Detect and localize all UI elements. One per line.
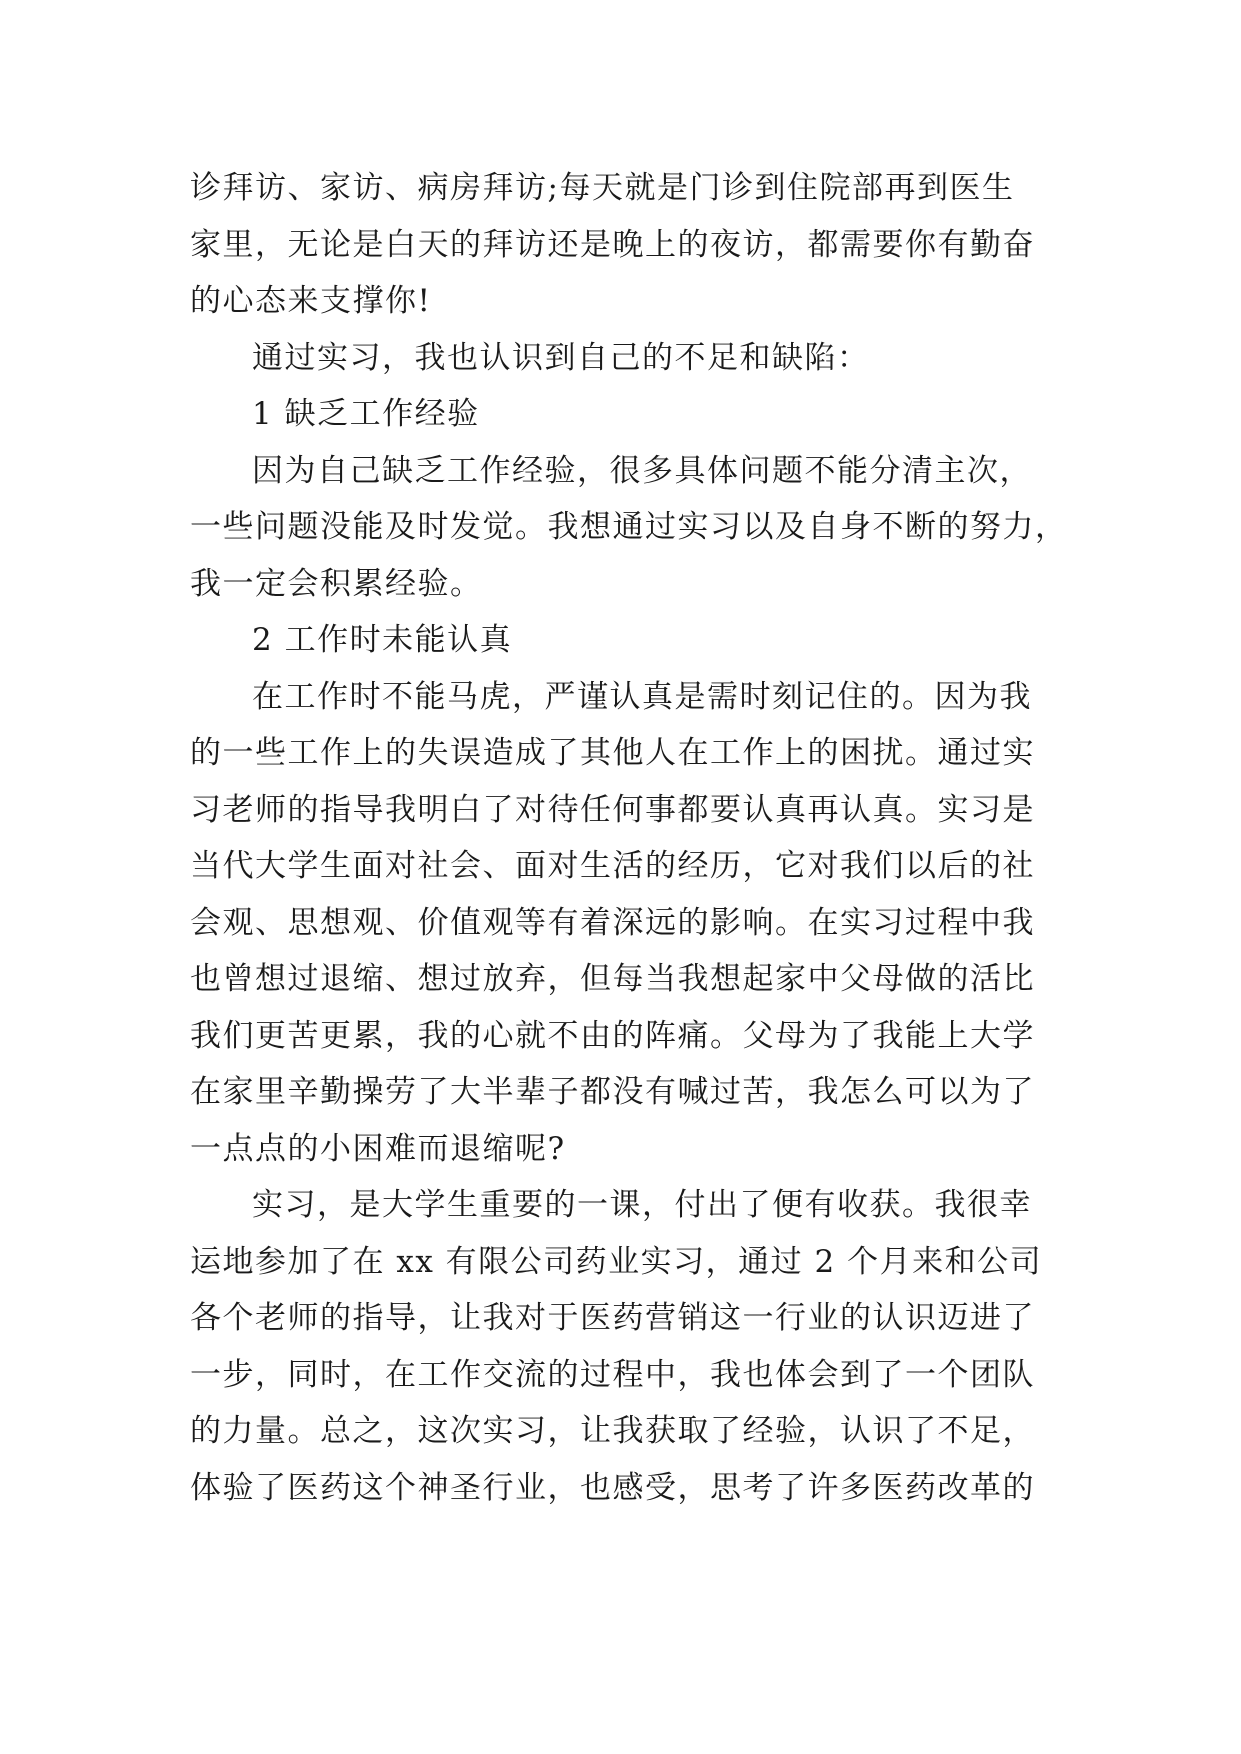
text-line: 家里，无论是白天的拜访还是晚上的夜访，都需要你有勤奋	[190, 226, 1035, 263]
text-line: 会观、思想观、价值观等有着深远的影响。在实习过程中我	[190, 904, 1035, 941]
text-line: 通过实习，我也认识到自己的不足和缺陷：	[252, 339, 870, 376]
text-line: 的心态来支撑你!	[190, 283, 432, 319]
text-line: 习老师的指导我明白了对待任何事都要认真再认真。实习是	[190, 791, 1035, 828]
text-line: 因为自己缺乏工作经验，很多具体问题不能分清主次，	[252, 452, 1032, 489]
text-line: 也曾想过退缩、想过放弃，但每当我想起家中父母做的活比	[190, 961, 1035, 997]
text-line: 诊拜访、家访、病房拜访;每天就是门诊到住院部再到医生	[190, 170, 1015, 206]
section-heading: 1 缺乏工作经验	[252, 396, 480, 432]
text-line: 我们更苦更累，我的心就不由的阵痛。父母为了我能上大学	[190, 1017, 1035, 1054]
text-line: 一些问题没能及时发觉。我想通过实习以及自身不断的努力，	[190, 509, 1068, 545]
text-line: 的力量。总之，这次实习，让我获取了经验，认识了不足，	[190, 1413, 1035, 1449]
text-line: 我一定会积累经验。	[190, 565, 483, 602]
text-line: 实习，是大学生重要的一课，付出了便有收获。我很幸	[252, 1187, 1032, 1223]
text-line: 运地参加了在 xx 有限公司药业实习，通过 2 个月来和公司	[190, 1243, 1043, 1280]
text-line: 在工作时不能马虎，严谨认真是需时刻记住的。因为我	[252, 678, 1032, 715]
section-heading: 2 工作时未能认真	[252, 622, 513, 658]
text-line: 各个老师的指导，让我对于医药营销这一行业的认识迈进了	[190, 1300, 1035, 1336]
text-line: 一点点的小困难而退缩呢?	[190, 1130, 566, 1167]
document-body	[190, 160, 1068, 1516]
text-line: 的一些工作上的失误造成了其他人在工作上的困扰。通过实	[190, 735, 1035, 771]
text-line: 在家里辛勤操劳了大半辈子都没有喊过苦，我怎么可以为了	[190, 1074, 1035, 1110]
text-line: 一步，同时，在工作交流的过程中，我也体会到了一个团队	[190, 1356, 1035, 1393]
text-line: 当代大学生面对社会、面对生活的经历，它对我们以后的社	[190, 848, 1035, 884]
text-line: 体验了医药这个神圣行业，也感受，思考了许多医药改革的	[190, 1469, 1035, 1506]
